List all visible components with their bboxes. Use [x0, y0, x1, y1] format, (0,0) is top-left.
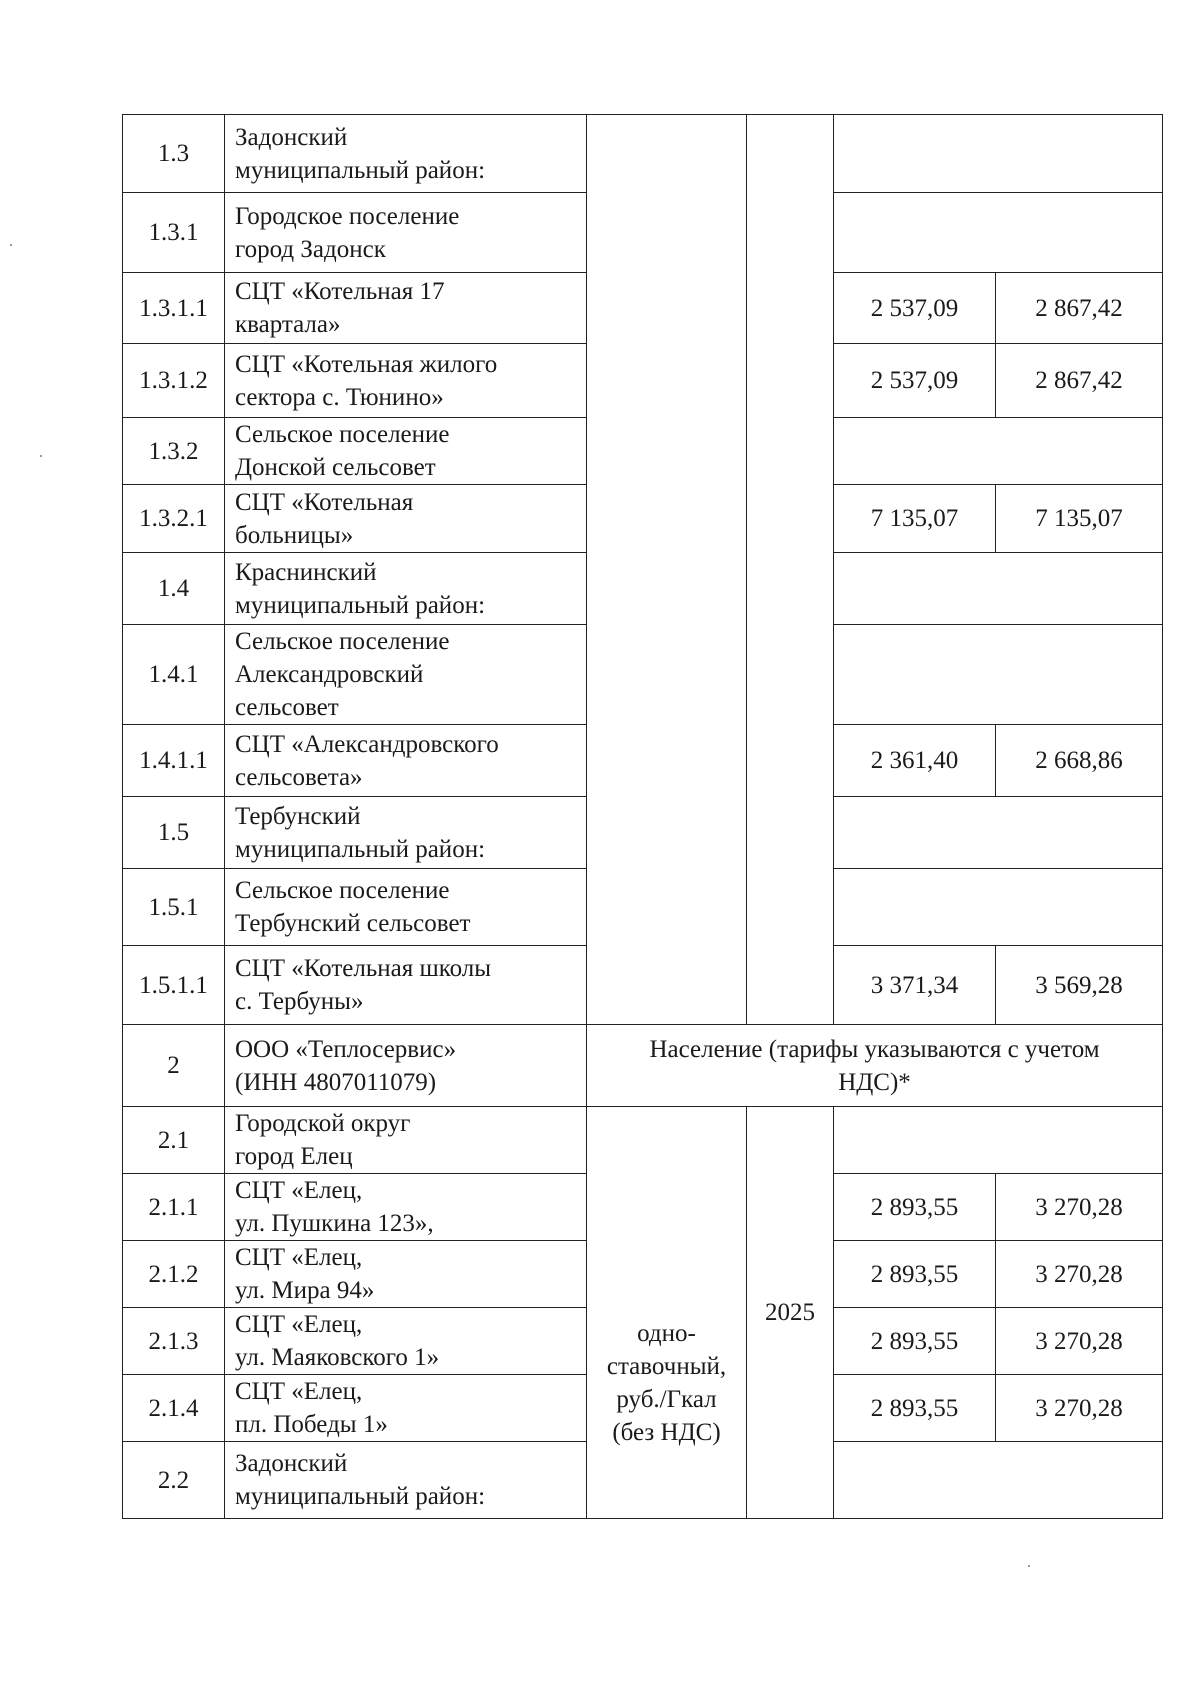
row-number: 2.2 — [123, 1442, 225, 1519]
row-name — [225, 485, 587, 553]
row-name — [225, 869, 587, 946]
consumer-group-note — [587, 1025, 1163, 1107]
row-name-line: СЦТ «Котельная — [235, 488, 414, 516]
row-number: 1.5.1.1 — [123, 946, 225, 1025]
organisation-name — [225, 1025, 587, 1107]
tariff-value-1: 2 893,55 — [834, 1241, 996, 1308]
row-name-line: СЦТ «Елец, — [235, 1311, 363, 1338]
row-name-line: Сельское поселение — [235, 877, 450, 904]
consumer-group-note-line: Население (тарифы указываются с учетом — [649, 1035, 1100, 1063]
organisation-row — [123, 1025, 1163, 1107]
tariff-value-2: 3 270,28 — [996, 1174, 1163, 1241]
row-number: 2.1.3 — [123, 1308, 225, 1375]
organisation-name-line: ООО «Теплосервис» — [235, 1035, 457, 1063]
empty-value-cell — [834, 1442, 1163, 1519]
row-name-line: Александровский — [235, 661, 424, 688]
row-name — [225, 946, 587, 1025]
tariff-type-line: одно- — [637, 1319, 696, 1347]
tariff-value-2: 2 668,86 — [996, 725, 1163, 797]
tariff-table — [122, 114, 1163, 1519]
row-name-line: сектора с. Тюнино» — [235, 383, 444, 411]
row-name-line: город Елец — [235, 1143, 353, 1170]
scan-speck — [1028, 1565, 1030, 1567]
row-number: 1.3.1.2 — [123, 344, 225, 418]
row-number: 1.5 — [123, 797, 225, 869]
row-number: 1.4 — [123, 553, 225, 625]
row-name-line: сельсовет — [235, 694, 339, 721]
row-name-line: СЦТ «Котельная жилого — [235, 350, 498, 378]
row-name — [225, 1308, 587, 1375]
row-name — [225, 273, 587, 344]
tariff-type-line: руб./Гкал — [616, 1385, 717, 1413]
row-name-line: квартала» — [235, 311, 341, 338]
tariff-value-1: 7 135,07 — [834, 485, 996, 553]
tariff-year-cell — [747, 115, 834, 1025]
tariff-year: 2025 — [765, 1299, 815, 1326]
organisation-name-line: (ИНН 4807011079) — [235, 1068, 437, 1096]
row-number: 2.1.4 — [123, 1375, 225, 1442]
row-name-line: сельсовета» — [235, 763, 363, 791]
row-number: 1.3.1.1 — [123, 273, 225, 344]
row-name-line: ул. Пушкина 123», — [235, 1210, 434, 1237]
empty-value-cell — [834, 418, 1163, 485]
tariff-value-2: 3 569,28 — [996, 946, 1163, 1025]
empty-value-cell — [834, 797, 1163, 869]
row-name — [225, 725, 587, 797]
row-name-line: СЦТ «Котельная 17 — [235, 278, 445, 305]
tariff-type-line: (без НДС) — [612, 1418, 721, 1446]
table-row — [123, 115, 1163, 193]
tariff-value-2: 3 270,28 — [996, 1308, 1163, 1375]
empty-value-cell — [834, 193, 1163, 273]
tariff-value-1: 3 371,34 — [834, 946, 996, 1025]
row-name — [225, 1375, 587, 1442]
row-name-line: Краснинский — [235, 558, 377, 586]
row-name — [225, 1442, 587, 1519]
tariff-value-1: 2 537,09 — [834, 344, 996, 418]
tariff-value-1: 2 893,55 — [834, 1375, 996, 1442]
row-name-line: Тербунский — [235, 802, 361, 830]
row-number: 2.1.2 — [123, 1241, 225, 1308]
tariff-value-1: 2 537,09 — [834, 273, 996, 344]
row-number: 2 — [123, 1025, 225, 1107]
row-name-line: СЦТ «Елец, — [235, 1244, 363, 1271]
tariff-type-cell — [587, 1107, 747, 1519]
row-number: 1.3 — [123, 115, 225, 193]
empty-value-cell — [834, 553, 1163, 625]
row-name — [225, 797, 587, 869]
empty-value-cell — [834, 1107, 1163, 1174]
tariff-year-cell — [747, 1107, 834, 1519]
row-name-line: Городской округ — [235, 1110, 411, 1137]
row-name — [225, 1241, 587, 1308]
row-number: 1.3.2 — [123, 418, 225, 485]
row-name-line: Городское поселение — [235, 202, 460, 230]
tariff-value-2: 7 135,07 — [996, 485, 1163, 553]
scan-speck — [40, 455, 42, 457]
row-name-line: СЦТ «Елец, — [235, 1177, 363, 1204]
row-name-line: город Задонск — [235, 235, 386, 263]
tariff-value-1: 2 893,55 — [834, 1308, 996, 1375]
row-name — [225, 418, 587, 485]
row-name — [225, 1107, 587, 1174]
row-name-line: СЦТ «Котельная школы — [235, 955, 492, 982]
row-number: 1.3.2.1 — [123, 485, 225, 553]
row-name-line: Тербунский сельсовет — [235, 910, 471, 937]
tariff-type-line: ставочный, — [606, 1352, 727, 1380]
row-name-line: муниципальный район: — [235, 156, 486, 184]
row-name-line: больницы» — [235, 521, 354, 549]
tariff-table-body — [123, 115, 1163, 1519]
tariff-value-2: 3 270,28 — [996, 1241, 1163, 1308]
row-name-line: с. Тербуны» — [235, 988, 364, 1015]
row-name — [225, 344, 587, 418]
row-name-line: пл. Победы 1» — [235, 1411, 388, 1438]
row-number: 1.5.1 — [123, 869, 225, 946]
row-name — [225, 625, 587, 725]
tariff-value-2: 2 867,42 — [996, 344, 1163, 418]
row-name-line: муниципальный район: — [235, 1483, 486, 1510]
row-name — [225, 115, 587, 193]
row-name — [225, 193, 587, 273]
tariff-value-2: 3 270,28 — [996, 1375, 1163, 1442]
row-name-line: Сельское поселение — [235, 421, 450, 448]
row-name-line: муниципальный район: — [235, 591, 486, 619]
row-name — [225, 553, 587, 625]
empty-value-cell — [834, 869, 1163, 946]
row-name-line: ул. Мира 94» — [235, 1277, 375, 1304]
row-name-line: СЦТ «Александровского — [235, 730, 499, 758]
empty-value-cell — [834, 115, 1163, 193]
row-name-line: ул. Маяковского 1» — [235, 1344, 440, 1371]
row-name-line: Задонский — [235, 123, 348, 151]
row-name-line: Задонский — [235, 1450, 348, 1477]
row-number: 2.1.1 — [123, 1174, 225, 1241]
row-number: 1.4.1 — [123, 625, 225, 725]
row-number: 1.4.1.1 — [123, 725, 225, 797]
row-name — [225, 1174, 587, 1241]
consumer-group-note-line: НДС)* — [838, 1068, 911, 1096]
tariff-value-2: 2 867,42 — [996, 273, 1163, 344]
row-name-line: муниципальный район: — [235, 835, 486, 863]
scan-speck — [10, 244, 12, 246]
table-row — [123, 1107, 1163, 1174]
row-number: 1.3.1 — [123, 193, 225, 273]
tariff-value-1: 2 893,55 — [834, 1174, 996, 1241]
tariff-value-1: 2 361,40 — [834, 725, 996, 797]
row-number: 2.1 — [123, 1107, 225, 1174]
empty-value-cell — [834, 625, 1163, 725]
row-name-line: Донской сельсовет — [235, 454, 436, 481]
tariff-type-cell — [587, 115, 747, 1025]
row-name-line: СЦТ «Елец, — [235, 1378, 363, 1405]
row-name-line: Сельское поселение — [235, 628, 450, 655]
